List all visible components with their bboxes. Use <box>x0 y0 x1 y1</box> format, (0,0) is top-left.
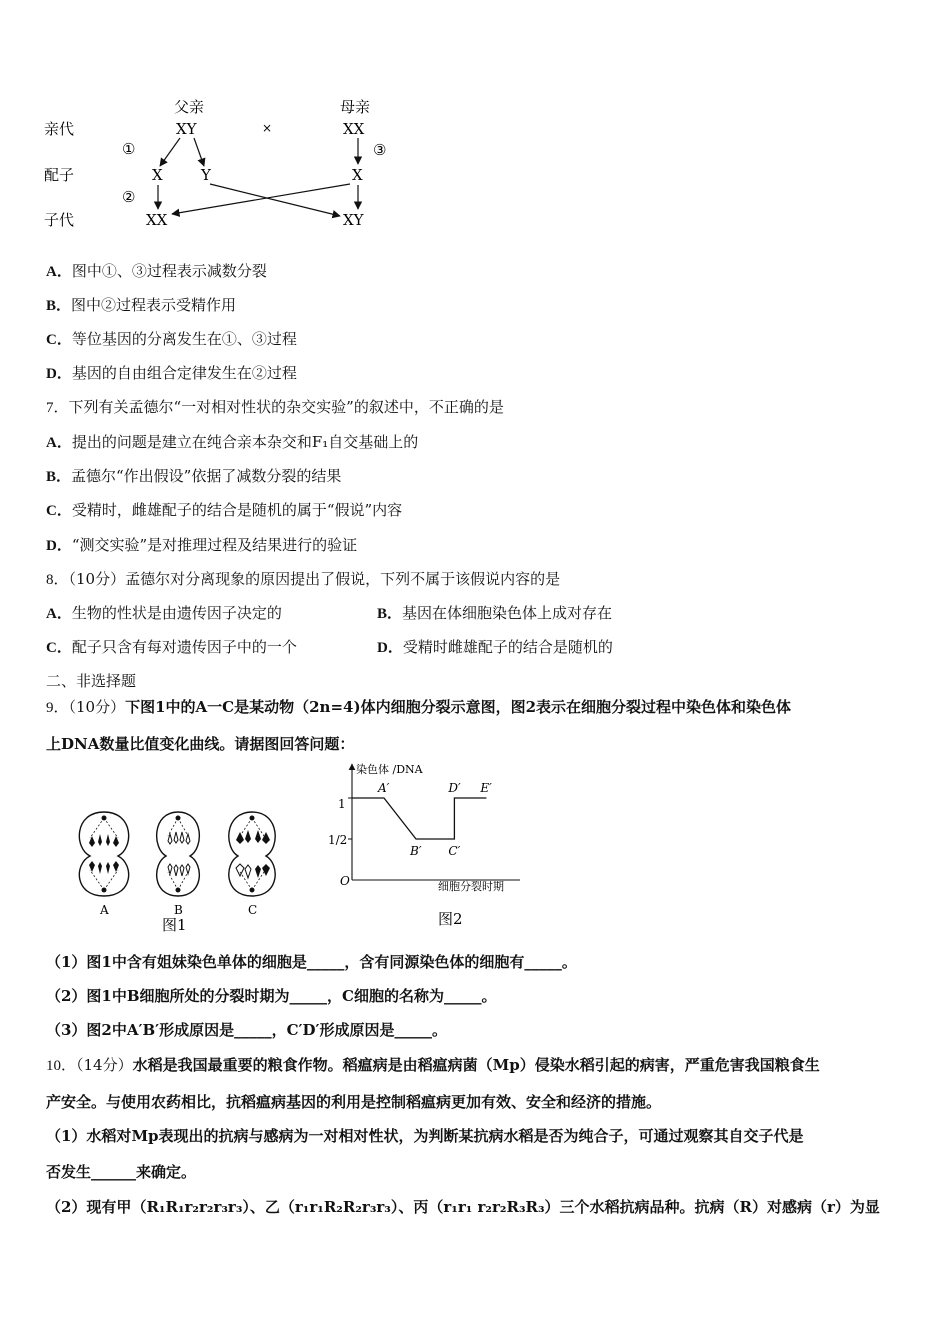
offspring-xx: XX <box>146 211 168 229</box>
q9-sub2: （2）图1中B细胞所处的分裂时期为_____，C细胞的名称为_____。 <box>46 987 497 1005</box>
row-parent-label: 亲代 <box>44 120 75 138</box>
father-genotype: XY <box>176 120 197 138</box>
q7-option-d: D．“测交实验”是对推理过程及结果进行的验证 <box>46 536 358 554</box>
q6-option-c: C．等位基因的分离发生在①、③过程 <box>46 330 297 348</box>
point-labels <box>348 781 492 858</box>
q6-option-b: B．图中②过程表示受精作用 <box>46 296 237 314</box>
q10-sub1-line2: 否发生______来确定。 <box>46 1163 197 1181</box>
mother-genotype: XX <box>343 120 365 138</box>
figure1-caption: 图1 <box>162 916 187 933</box>
q7-option-a: A．提出的问题是建立在纯合亲本杂交和F₁自交基础上的 <box>46 433 419 451</box>
q7-option-c: C．受精时，雌雄配子的结合是随机的属于“假说”内容 <box>46 501 403 519</box>
figure2-caption: 图2 <box>438 910 463 928</box>
y-axis-label: 染色体 /DNA <box>356 763 423 776</box>
y-tick-1: 1 <box>338 797 346 811</box>
q10-stem-line2: 产安全。与使用农药相比，抗稻瘟病基因的利用是控制稻瘟病更加有效、安全和经济的措施。 <box>46 1093 662 1111</box>
q8-option-a: A．生物的性状是由遗传因子决定的 <box>46 604 282 622</box>
q9-sub1: （1）图1中含有姐妹染色单体的细胞是_____，含有同源染色体的细胞有_____。 <box>46 953 577 971</box>
q9-stem-line1: 9．（10分）下图1中的A一C是某动物（2n=4)体内细胞分裂示意图，图2表示在细胞分裂过程中染色体和染色体 <box>46 698 792 716</box>
q8-stem: 8．（10分）孟德尔对分离现象的原因提出了假说，下列不属于该假说内容的是 <box>46 570 561 588</box>
q8-option-d: D．受精时雌雄配子的结合是随机的 <box>377 638 613 656</box>
origin-label: O <box>340 874 350 888</box>
mother-label: 母亲 <box>340 98 371 116</box>
gamete-x1: X <box>152 166 163 184</box>
q9-sub3: （3）图2中A′B′形成原因是_____，C′D′形成原因是_____。 <box>46 1021 447 1039</box>
step1-label: ① <box>122 140 136 158</box>
series-line <box>352 798 486 839</box>
x-axis-label: 细胞分裂时期 <box>438 880 504 893</box>
point-label-4: D′ <box>448 781 461 795</box>
q8-option-c: C．配子只含有每对遗传因子中的一个 <box>46 638 297 656</box>
row-gamete-label: 配子 <box>44 166 75 184</box>
cross-symbol: × <box>262 121 273 135</box>
q10-sub1-line1: （1）水稻对Mp表现出的抗病与感病为一对相对性状，为判断某抗病水稻是否为纯合子，可通过观察其自交子代是 <box>46 1127 804 1145</box>
gamete-y: Y <box>201 166 211 184</box>
step3-label: ③ <box>373 141 387 159</box>
section2-title: 二、非选择题 <box>46 672 137 690</box>
q6-option-a: A．图中①、③过程表示减数分裂 <box>46 262 267 280</box>
cell-c-label: C <box>248 903 258 917</box>
q8-option-b: B．基因在体细胞染色体上成对存在 <box>377 604 613 622</box>
point-label-1: A′ <box>378 781 390 795</box>
arrow-xy-to-y <box>194 138 204 166</box>
q9-stem-line2: 上DNA数量比值变化曲线。请据图回答问题： <box>46 735 355 753</box>
figure1-cells <box>62 808 302 933</box>
inheritance-diagram <box>40 92 410 237</box>
q7-option-b: B．孟德尔“作出假设”依据了减数分裂的结果 <box>46 467 342 485</box>
q10-stem-line1: 10．（14分）水稻是我国最重要的粮食作物。稻瘟病是由稻瘟病菌（Mp）侵染水稻引起的病害，严重危害我国粮食生 <box>46 1056 820 1074</box>
point-label-2: B′ <box>410 844 422 858</box>
cell-c <box>229 812 275 896</box>
father-label: 父亲 <box>174 98 205 116</box>
cell-a-label: A <box>100 903 109 917</box>
arrow-x2-to-xx <box>172 184 350 214</box>
y-tick-half: 1/2 <box>328 833 348 847</box>
cell-b <box>157 812 200 896</box>
cell-b-label: B <box>174 903 183 917</box>
figure2-chart <box>320 758 530 933</box>
row-offspring-label: 子代 <box>44 211 75 229</box>
offspring-xy: XY <box>343 211 364 229</box>
q7-stem: 7．下列有关孟德尔“一对相对性状的杂交实验”的叙述中，不正确的是 <box>46 398 504 416</box>
q6-option-d: D．基因的自由组合定律发生在②过程 <box>46 364 297 382</box>
cell-a <box>79 812 128 896</box>
q10-sub2-line1: （2）现有甲（R₁R₁r₂r₂r₃r₃）、乙（r₁r₁R₂R₂r₃r₃）、丙（r₁r₁ r₂r₂R₃R₃）三个水稻抗病品种。抗病（R）对感病（r）为显 <box>46 1198 880 1216</box>
arrow-xy-to-x <box>160 138 180 166</box>
point-label-5: E′ <box>480 781 492 795</box>
gamete-x2: X <box>352 166 363 184</box>
point-label-3: C′ <box>448 844 461 858</box>
step2-label: ② <box>122 188 136 206</box>
